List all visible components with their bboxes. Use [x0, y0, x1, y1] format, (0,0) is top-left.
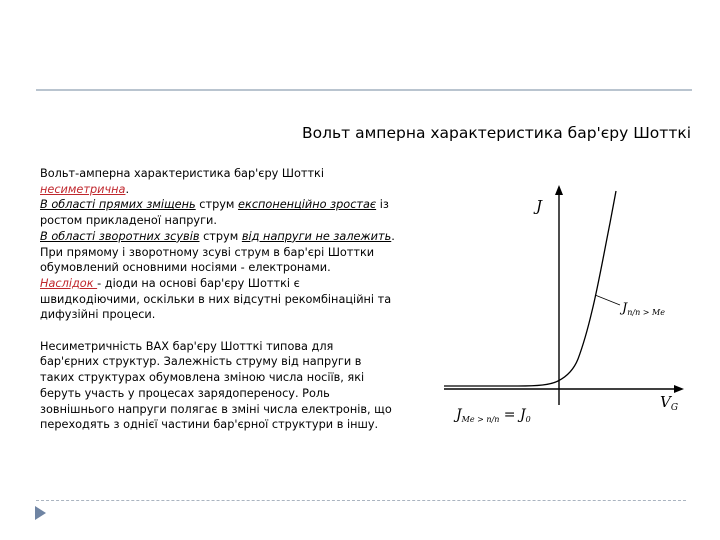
paragraph-spacer: [40, 323, 440, 339]
saturation-label-eq: = J: [499, 407, 526, 423]
top-divider: [36, 89, 692, 91]
text-line-8-rest: - діоди на основі бар'єру Шотткі є: [97, 276, 300, 290]
para2-line-1: Несиметричність ВАХ бар'єру Шотткі типова для: [40, 339, 334, 353]
text-line-7: обумовлений основними носіями - електронами.: [40, 261, 331, 275]
slide-title: Вольт амперна характеристика бар'єру Шотткі: [302, 124, 692, 142]
para2-line-6: переходять з однієї частини бар'єрної структури в іншу.: [40, 418, 379, 432]
saturation-label-sub1: Me > п/п: [461, 415, 500, 424]
curve-label-main: J: [622, 301, 628, 316]
x-axis-label-sub: G: [670, 403, 679, 413]
text-line-1: Вольт-амперна характеристика бар'єру Шотткі: [40, 167, 325, 180]
y-axis-arrow: [555, 185, 563, 195]
para2-line-3: таких структурах обумовлена зміною числа носіїв, які: [40, 371, 365, 385]
saturation-label-main: J: [456, 407, 462, 423]
text-line-6: При прямому і зворотному зсуві струм в бар'єрі Шоттки: [40, 245, 375, 259]
reverse-bias-term: В області зворотних зсувів: [40, 229, 200, 243]
asymmetric-term: несиметрична: [40, 182, 126, 196]
text-line-10: дифузійні процеси.: [40, 308, 156, 322]
text-line-9: швидкодіючими, оскільки в них відсутні рекомбінаційні та: [40, 292, 392, 306]
consequence-term: Наслідок: [40, 276, 98, 290]
y-axis-label: J: [536, 197, 543, 215]
text-line-5: [40, 229, 440, 245]
x-axis-label-main: V: [660, 393, 671, 411]
text-line-3-b: струм: [195, 198, 239, 212]
text-line-3: [40, 197, 440, 213]
saturation-current-label: [453, 407, 531, 424]
text-line-5-d: .: [391, 229, 395, 243]
curve-label-sub: п/п > Ме: [627, 308, 665, 317]
x-axis-arrow: [674, 385, 684, 393]
curve-label-leader: [595, 295, 620, 305]
bottom-divider: [36, 500, 686, 501]
para2-line-4: беруть участь у процесах зарядопереносу. Роль: [40, 386, 330, 400]
text-line-4: ростом прикладеної напруги.: [40, 214, 217, 228]
iv-curve: [444, 191, 616, 386]
x-axis-label: [660, 393, 678, 413]
para2-line-5: зовнішнього напруги полягає в зміні числа електронів, що: [40, 402, 392, 416]
text-line-5-b: струм: [199, 229, 242, 243]
text-line-3-d: із: [376, 198, 389, 212]
text-line-2-end: .: [125, 182, 130, 196]
exponential-growth-term: експоненційно зростає: [238, 198, 377, 212]
para2-line-2: бар'єрних структур. Залежність струму від напруги в: [40, 355, 362, 369]
forward-bias-term: В області прямих зміщень: [40, 198, 196, 212]
text-line-8: [40, 276, 440, 292]
curve-label: [619, 301, 665, 317]
iv-graph-svg: [438, 183, 688, 433]
saturation-label-sub2: 0: [525, 415, 531, 424]
voltage-independent-term: від напруги не залежить: [241, 229, 392, 243]
iv-characteristic-graph: [438, 183, 688, 433]
next-slide-arrow-icon[interactable]: [35, 506, 46, 520]
text-line-2: [40, 182, 440, 198]
body-text: [40, 166, 440, 433]
